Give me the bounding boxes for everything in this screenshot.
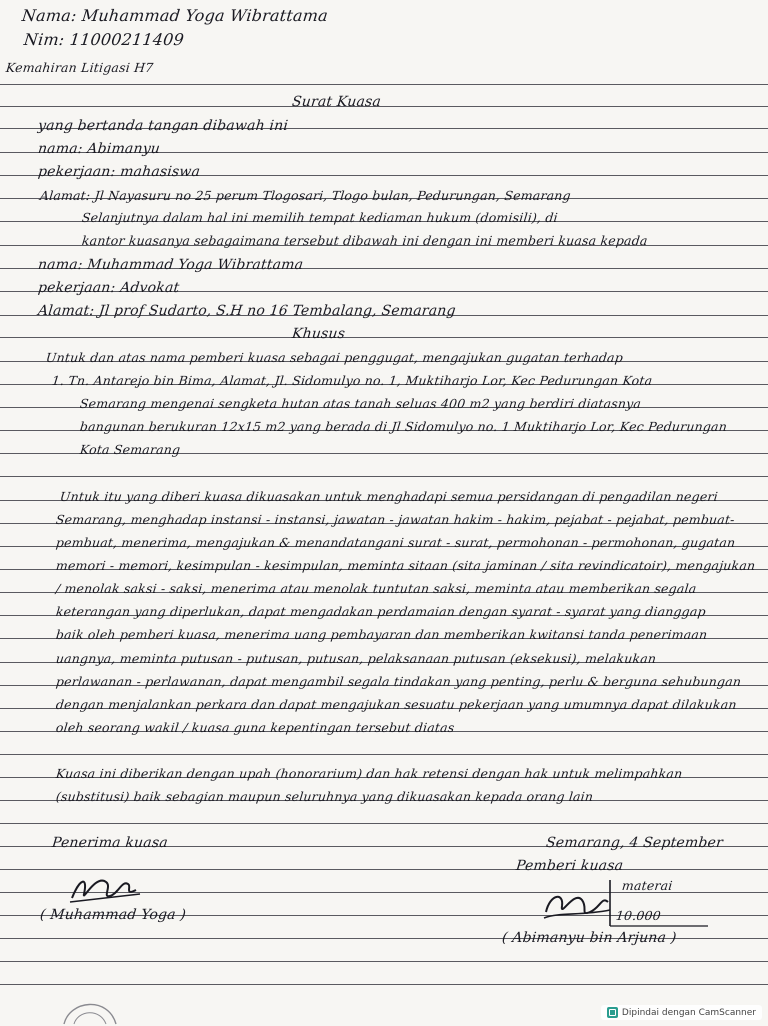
attorney-address: Alamat: Jl prof Sudarto, S.H no 16 Tembalang, Semarang [37, 303, 457, 319]
ruled-line [0, 106, 768, 107]
khusus-line: Semarang mengenai sengketa hutan atas tanah seluas 400 m2 yang berdiri diatasnya [79, 396, 642, 411]
student-nim-line: Nim: 11000211409 [23, 30, 185, 49]
giver-signature [540, 882, 614, 926]
stamp-text: materai [621, 878, 674, 893]
scope-line: Untuk itu yang diberi kuasa dikuasakan untuk menghadapi semua persidangan di pengadilan negeri [59, 489, 719, 504]
receiver-signature [66, 868, 146, 908]
grantor-address: Alamat: Jl Nayasuru no 25 perum Tlogosari, Tlogo bulan, Pedurungan, Semarang [39, 188, 572, 203]
stamp-text: 10.000 [615, 908, 662, 923]
body-intro-line: Selanjutnya dalam hal ini memilih tempat kediaman hukum (domisili), di [81, 210, 559, 225]
scope-line: uangnya, meminta putusan - putusan, putusan, pelaksanaan putusan (eksekusi), melakukan [55, 651, 658, 666]
document-title: Surat Kuasa [291, 94, 382, 110]
place-date: Semarang, 4 September [545, 835, 724, 851]
scope-line: perlawanan - perlawanan, dapat mengambil segala tindakan yang penting, perlu & berguna sehubungan [55, 674, 743, 689]
grantor-occupation: pekerjaan: mahasiswa [37, 164, 201, 180]
attorney-occupation: pekerjaan: Advokat [37, 280, 181, 296]
ruled-line [0, 337, 768, 338]
khusus-line: Untuk dan atas nama pemberi kuasa sebagai penggugat, mengajukan gugatan terhadap [45, 350, 624, 365]
receiver-label: Penerima kuasa [51, 835, 169, 851]
ruled-line [0, 754, 768, 755]
attorney-name: nama: Muhammad Yoga Wibrattama [37, 257, 305, 273]
grantor-name: nama: Abimanyu [37, 141, 161, 157]
partial-stamp-mark [60, 986, 120, 1026]
scope-line: oleh seorang wakil / kuasa guna kepentingan tersebut diatas [55, 720, 456, 735]
khusus-line: bangunan berukuran 12x15 m2 yang berada di Jl Sidomulyo no. 1 Muktiharjo Lor, Kec Pedurungan [79, 419, 728, 434]
camscanner-icon [607, 1007, 618, 1018]
ruled-line [0, 961, 768, 962]
giver-label: Pemberi kuasa [515, 858, 625, 874]
scope-line: pembuat, menerima, mengajukan & menandatangani surat - surat, permohonan - permohonan, gugatan [55, 535, 737, 550]
ruled-line [0, 476, 768, 477]
scanner-watermark-text: Dipindai dengan CamScanner [621, 1007, 756, 1018]
class-line: Kemahiran Litigasi H7 [5, 60, 155, 75]
receiver-name: ( Muhammad Yoga ) [39, 907, 187, 923]
scope-line: Semarang, menghadap instansi - instansi, jawatan - jawatan hakim - hakim, pejabat - pejabat, pembuat- [55, 512, 736, 527]
scanner-watermark [601, 1005, 762, 1020]
ruled-line [0, 984, 768, 985]
body-intro-line: kantor kuasanya sebagaimana tersebut dibawah ini dengan ini memberi kuasa kepada [81, 233, 649, 248]
scope-line: baik oleh pemberi kuasa, menerima uang pembayaran dan memberikan kwitansi tanda penerimaan [55, 627, 709, 642]
intro-line: yang bertanda tangan dibawah ini [37, 118, 289, 134]
scope-line: keterangan yang diperlukan, dapat mengadakan perdamaian dengan syarat - syarat yang dianggap [55, 604, 707, 619]
scope-line: / menolak saksi - saksi, menerima atau menolak tuntutan saksi, meminta atau memberikan segala [55, 581, 698, 596]
closing-line: Kuasa ini diberikan dengan upah (honorarium) dan hak retensi dengan hak untuk melimpahkan [55, 766, 684, 781]
student-name-line: Nama: Muhammad Yoga Wibrattama [21, 6, 329, 25]
khusus-line: Kota Semarang [79, 442, 182, 457]
giver-name: ( Abimanyu bin Arjuna ) [501, 930, 678, 946]
scope-line: dengan menjalankan perkara dan dapat mengajukan sesuatu pekerjaan yang umumnya dapat dilakukan [55, 697, 738, 712]
ruled-line [0, 84, 768, 85]
ruled-line [0, 823, 768, 824]
scope-line: memori - memori, kesimpulan - kesimpulan, meminta sitaan (sita jaminan / sita revindicatoir), mengajukan [55, 558, 757, 573]
closing-line: (substitusi) baik sebagian maupun seluruhnya yang dikuasakan kepada orang lain [55, 789, 595, 804]
section-subtitle: Khusus [291, 326, 346, 342]
khusus-line: 1. Tn. Antarejo bin Bima, Alamat, Jl. Sidomulyo no. 1, Muktiharjo Lor, Kec Pedurungan Kota [51, 373, 654, 388]
